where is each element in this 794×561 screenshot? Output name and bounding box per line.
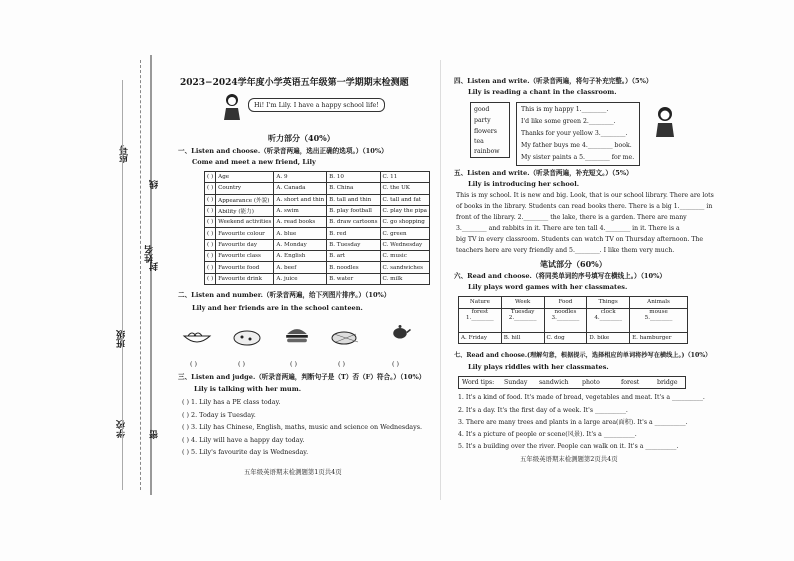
q3-item: ( ) 5. Lily's favourite day is Wednesday. bbox=[182, 448, 309, 456]
q1-table bbox=[204, 171, 430, 285]
q6-cell bbox=[587, 308, 630, 332]
q1-cell: Favourite food bbox=[216, 262, 274, 273]
q1-row bbox=[205, 239, 430, 250]
feng-label: 封 bbox=[150, 262, 160, 271]
q4-label: 四、Listen and write.（听录音两遍，将句子补充完整。）（5%） bbox=[454, 77, 653, 85]
q4-chant-box bbox=[516, 102, 640, 166]
chant-line: My sister paints a 5.________ for me. bbox=[521, 154, 635, 161]
q3-label: 三、Listen and judge.（听录音两遍，判断句子是（T）否（F）符合。）（10%） bbox=[178, 373, 426, 381]
q6-blank[interactable]: 3.________ bbox=[551, 314, 580, 321]
q1-subtitle: Come and meet a new friend, Lily bbox=[192, 158, 316, 166]
q1-cell: C. green bbox=[380, 228, 430, 239]
q1-cell: C. go shopping bbox=[380, 217, 430, 228]
q1-cell: Favourite day bbox=[216, 239, 274, 250]
page-footer-2: 五年级英语期末检测题第2页共4页 bbox=[520, 455, 618, 463]
q1-cell: C. Wednesday bbox=[380, 239, 430, 250]
q6-option: D. bike bbox=[587, 332, 630, 344]
chant-line: This is my happy 1.________. bbox=[521, 106, 609, 113]
q5-line: of books in the library. Students can read books there. There is a big 1.________ in bbox=[456, 203, 713, 210]
q2-blank-4[interactable]: ( ) bbox=[338, 360, 346, 368]
xian-label: 线 bbox=[150, 180, 160, 189]
q6-option: A. Friday bbox=[459, 332, 502, 344]
q1-answer-blank[interactable]: ( ) bbox=[205, 217, 216, 228]
q7-label: 七、Read and choose.(理解句意，根据提示，选择相应的单词将抄写在横线上。)（10%） bbox=[454, 352, 712, 359]
q6-blank[interactable]: 1.________ bbox=[466, 314, 494, 321]
q1-cell: A. swim bbox=[274, 205, 327, 216]
q1-cell: C. music bbox=[380, 251, 430, 262]
school-label: 学校 bbox=[117, 420, 127, 438]
q1-row bbox=[205, 217, 430, 228]
q7-item: 2. It's a day. It's the first day of a week. It's __________. bbox=[458, 407, 628, 414]
q1-row bbox=[205, 183, 430, 194]
q6-cell bbox=[501, 308, 544, 332]
q6-cell bbox=[544, 308, 587, 332]
q6-header: Animals bbox=[630, 297, 688, 309]
q7-item: 4. It's a picture of people or scene(风景). It's a __________. bbox=[458, 431, 637, 438]
q1-cell: B. water bbox=[327, 273, 380, 284]
binding-cut-line bbox=[140, 60, 141, 490]
q1-cell: A. Canada bbox=[274, 183, 327, 194]
q1-row bbox=[205, 194, 430, 205]
noodles-icon bbox=[182, 328, 212, 346]
q1-row bbox=[205, 228, 430, 239]
tip-word: photo bbox=[582, 379, 600, 386]
q1-row bbox=[205, 205, 430, 216]
q3-item: ( ) 2. Today is Tuesday. bbox=[182, 411, 256, 419]
q1-cell: A. blue bbox=[274, 228, 327, 239]
class-label: 班级 bbox=[117, 330, 127, 348]
q1-row bbox=[205, 251, 430, 262]
q1-answer-blank[interactable]: ( ) bbox=[205, 251, 216, 262]
chant-line: I'd like some green 2.________. bbox=[521, 118, 616, 125]
word: good bbox=[474, 106, 490, 113]
q6-subtitle: Lily plays word games with her classmates. bbox=[468, 283, 628, 291]
q5-subtitle: Lily is introducing her school. bbox=[468, 180, 580, 188]
q1-cell: B. China bbox=[327, 183, 380, 194]
q1-cell: B. red bbox=[327, 228, 380, 239]
q1-row bbox=[205, 172, 430, 183]
q1-cell: Favourite drink bbox=[216, 273, 274, 284]
chant-line: My father buys me 4.________ book. bbox=[521, 142, 632, 149]
binding-edge bbox=[150, 55, 152, 495]
q6-blank[interactable]: 5.________ bbox=[644, 314, 673, 321]
q1-answer-blank[interactable]: ( ) bbox=[205, 205, 216, 216]
q6-header: Things bbox=[587, 297, 630, 309]
q3-item: ( ) 1. Lily has a PE class today. bbox=[182, 398, 281, 406]
word-tips-label: Word tips: bbox=[462, 379, 495, 386]
q1-cell: A. beef bbox=[274, 262, 327, 273]
word: rainbow bbox=[474, 148, 500, 155]
q3-item: ( ) 4. Lily will have a happy day today. bbox=[182, 436, 305, 444]
fish-icon bbox=[330, 328, 360, 346]
q1-cell: B. tall and thin bbox=[327, 194, 380, 205]
q1-cell: Ability (能力) bbox=[216, 205, 274, 216]
q6-word: noodles bbox=[554, 308, 577, 315]
q6-word: forest bbox=[471, 308, 489, 315]
q1-answer-blank[interactable]: ( ) bbox=[205, 273, 216, 284]
q6-option: E. hamburger bbox=[630, 332, 688, 344]
q7-item: 3. There are many trees and plants in a large area(面积). It's a __________. bbox=[458, 419, 688, 426]
q6-header: Week bbox=[501, 297, 544, 309]
q5-line: front of the library. 2.________ the lake, there is a garden. There are many bbox=[456, 214, 687, 221]
q1-cell: Age bbox=[216, 172, 274, 183]
q1-cell: A. short and thin bbox=[274, 194, 327, 205]
q1-cell: A. Monday bbox=[274, 239, 327, 250]
lily-girl-icon bbox=[222, 92, 242, 124]
word: flowers bbox=[474, 128, 497, 135]
mi-label: 密 bbox=[150, 430, 160, 439]
q1-cell: Favourite class bbox=[216, 251, 274, 262]
pizza-icon bbox=[232, 328, 262, 346]
q1-cell: Appearance (外貌) bbox=[216, 194, 274, 205]
tip-word: bridge bbox=[657, 379, 678, 386]
listening-heading: 听力部分（40%） bbox=[268, 133, 335, 143]
speech-bubble: Hi! I'm Lily. I have a happy school life! bbox=[248, 98, 385, 112]
chant-line: Thanks for your yellow 3.________. bbox=[521, 130, 628, 137]
q1-cell: Country bbox=[216, 183, 274, 194]
q5-line: teachers here are very friendly and 5.________. I like them very much. bbox=[456, 247, 675, 254]
q7-item: 1. It's a kind of food. It's made of bread, vegetables and meat. It's a __________. bbox=[458, 394, 705, 401]
name-label: 姓名 bbox=[145, 245, 155, 263]
q1-cell: B. 10 bbox=[327, 172, 380, 183]
q6-header: Nature bbox=[459, 297, 502, 309]
q6-table bbox=[458, 296, 688, 344]
q6-cell bbox=[630, 308, 688, 332]
q6-blank[interactable]: 4.________ bbox=[594, 314, 623, 321]
q6-option: B. hill bbox=[501, 332, 544, 344]
q3-item: ( ) 3. Lily has Chinese, English, maths, music and science on Wednesdays. bbox=[182, 423, 423, 431]
q1-answer-blank[interactable]: ( ) bbox=[205, 172, 216, 183]
tip-word: Sunday bbox=[504, 379, 528, 386]
q1-cell: C. 11 bbox=[380, 172, 430, 183]
q1-answer-blank[interactable]: ( ) bbox=[205, 183, 216, 194]
lily-girl-icon bbox=[654, 106, 676, 140]
q1-row bbox=[205, 262, 430, 273]
teapot-icon bbox=[385, 322, 415, 340]
q1-cell: A. juice bbox=[274, 273, 327, 284]
q1-row bbox=[205, 273, 430, 284]
q1-cell: B. play football bbox=[327, 205, 380, 216]
q1-cell: C. milk bbox=[380, 273, 430, 284]
q1-cell: A. read books bbox=[274, 217, 327, 228]
tip-word: sandwich bbox=[539, 379, 569, 386]
q1-cell: C. play the pipa bbox=[380, 205, 430, 216]
q1-answer-blank[interactable]: ( ) bbox=[205, 194, 216, 205]
binding-write-line bbox=[122, 80, 123, 490]
q1-cell: A. 9 bbox=[274, 172, 327, 183]
q6-label: 六、Read and choose.（将同类单词的序号填写在横线上。）（10%） bbox=[454, 272, 666, 280]
word: party bbox=[474, 117, 491, 124]
q5-label: 五、Listen and write.（听录音两遍，补充短文。）（5%） bbox=[454, 169, 633, 177]
page-fold bbox=[440, 60, 441, 500]
q7-item: 5. It's a building over the river. People can walk on it. It's a __________. bbox=[458, 443, 679, 450]
q1-cell: B. noodles bbox=[327, 262, 380, 273]
q1-cell: A. English bbox=[274, 251, 327, 262]
q2-blank-5[interactable]: ( ) bbox=[392, 360, 400, 368]
q1-cell: Favourite colour bbox=[216, 228, 274, 239]
q4-word-box bbox=[470, 102, 510, 158]
q5-line: 3.________ and rabbits in it. There are ten tall 4.________ in it. There is a bbox=[456, 225, 680, 232]
q1-answer-blank[interactable]: ( ) bbox=[205, 228, 216, 239]
q1-label: 一、Listen and choose.（听录音两遍，选出正确的选项。）（10%） bbox=[178, 147, 388, 155]
q1-cell: C. tall and fat bbox=[380, 194, 430, 205]
seat-label: 座号 bbox=[120, 145, 130, 163]
q6-word: clock bbox=[600, 308, 616, 315]
q7-subtitle: Lily plays riddles with her classmates. bbox=[468, 363, 609, 371]
page-title: 2023−2024学年度小学英语五年级第一学期期末检测题 bbox=[180, 78, 409, 88]
q6-option: C. dog bbox=[544, 332, 587, 344]
q6-cell bbox=[459, 308, 502, 332]
word: tea bbox=[474, 138, 484, 145]
q4-subtitle: Lily is reading a chant in the classroom. bbox=[468, 88, 617, 96]
q1-cell: B. draw cartoons bbox=[327, 217, 380, 228]
q3-subtitle: Lily is talking with her mum. bbox=[194, 385, 302, 393]
tip-word: forest bbox=[621, 379, 640, 386]
hamburger-icon bbox=[282, 326, 312, 344]
q2-blank-2[interactable]: ( ) bbox=[238, 360, 246, 368]
q1-cell: B. art bbox=[327, 251, 380, 262]
written-heading: 笔试部分（60%） bbox=[540, 259, 607, 269]
q6-header: Food bbox=[544, 297, 587, 309]
q1-cell: B. Tuesday bbox=[327, 239, 380, 250]
q6-blank[interactable]: 2.________ bbox=[508, 314, 537, 321]
q1-answer-blank[interactable]: ( ) bbox=[205, 239, 216, 250]
page-footer-1: 五年级英语期末检测题第1页共4页 bbox=[244, 468, 342, 476]
q7-word-tips bbox=[458, 376, 686, 389]
q6-word: Tuesday bbox=[510, 308, 535, 315]
q1-answer-blank[interactable]: ( ) bbox=[205, 262, 216, 273]
q1-cell: C. sandwiches bbox=[380, 262, 430, 273]
q1-cell: Weekend activities bbox=[216, 217, 274, 228]
q2-blank-3[interactable]: ( ) bbox=[290, 360, 298, 368]
q1-cell: C. the UK bbox=[380, 183, 430, 194]
q2-blank-1[interactable]: ( ) bbox=[190, 360, 198, 368]
q6-word: mouse bbox=[649, 308, 668, 315]
q5-line: big TV in every classroom. Students can watch TV on Thursday afternoon. The bbox=[456, 236, 704, 243]
q5-line: This is my school. It is new and big. Look, that is our school library. There are lots bbox=[456, 192, 714, 199]
q2-label: 二、Listen and number.（听录音两遍，给下列图片排序。）（10%） bbox=[178, 291, 391, 299]
q2-subtitle: Lily and her friends are in the school canteen. bbox=[192, 304, 363, 312]
